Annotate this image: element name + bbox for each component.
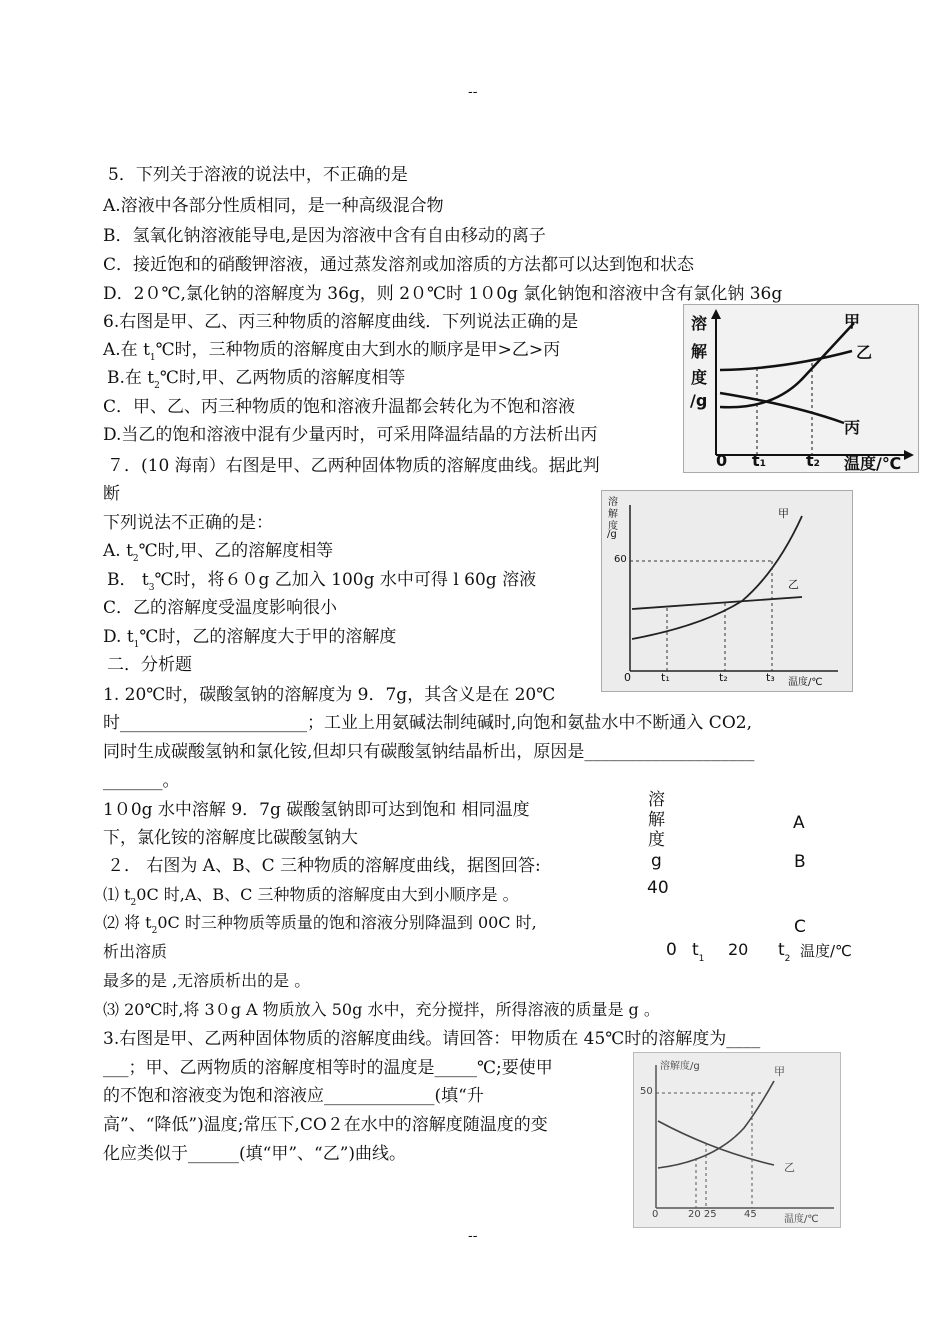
- q7-ylabel-1: 溶: [608, 497, 618, 508]
- q7-ylabel-2: 解: [608, 509, 618, 520]
- q6-x-t1: [752, 451, 766, 470]
- a2-p1-post: 0C 时,A、B、C 三种物质的溶解度由大到小顺序是 。: [136, 885, 519, 904]
- a2-x-t1-t: t: [692, 940, 699, 960]
- q7-y60-label: 60: [614, 554, 627, 565]
- a3-curve-jia: [658, 1081, 774, 1168]
- q6-a-sub: 1: [149, 353, 156, 363]
- q6-ylabel-2: 解: [691, 342, 708, 361]
- q7-stem-2: 断: [103, 484, 120, 504]
- q7-x-t3: t₃: [766, 671, 775, 684]
- q6-ylabel-3: 度: [691, 368, 708, 387]
- a2-curve-c-label: C: [794, 917, 806, 937]
- q6-b-pre: B.在 t: [107, 368, 155, 388]
- a2-part-2-line-3: 最多的是 ,无溶质析出的是 。: [103, 971, 311, 990]
- q7-option-a: [103, 541, 333, 564]
- q5-option-c: C．接近饱和的硝酸钾溶液，通过蒸发溶剂或加溶质的方法都可以达到饱和状态: [103, 255, 695, 275]
- a2-x-label: 温度/℃: [800, 942, 852, 960]
- a3-x-45: 45: [744, 1209, 757, 1220]
- q7-b-post: ℃时，将６０g 乙加入 100g 水中可得 l 60g 溶液: [154, 570, 537, 590]
- a2-solubility-figure: [640, 785, 870, 970]
- a2-curve-a-label: A: [793, 813, 805, 833]
- a3-ylabel: 溶解度/g: [660, 1061, 700, 1072]
- a3-x-2025: 20 25: [688, 1209, 717, 1220]
- q7-x-origin: 0: [624, 671, 631, 684]
- a2-x-t1: [692, 940, 705, 964]
- a3-solubility-figure: [633, 1052, 841, 1228]
- a1-line-4: _______。: [103, 771, 180, 791]
- a2-ylabel-3: 度: [648, 830, 665, 850]
- q7-option-d: [103, 627, 396, 650]
- q6-x-t2-t: t: [806, 451, 814, 470]
- q5-stem: 5．下列关于溶液的说法中，不正确的是: [108, 165, 408, 185]
- a2-y40: 40: [647, 878, 669, 898]
- a1-line-2: 时______________________；工业上用氨碱法制纯碱时,向饱和氨盐水中不断通入 CO2,: [103, 713, 752, 733]
- section-2-title: 二．分析题: [107, 655, 192, 675]
- a2-x-t2-t: t: [778, 940, 785, 960]
- page-footer: --: [468, 1228, 478, 1244]
- q6-curve-jia-label: 甲: [844, 312, 861, 331]
- a2-x-20: 20: [728, 940, 749, 959]
- a2-part-3: ⑶ 20℃时,将 3０g A 物质放入 50g 水中，充分搅拌，所得溶液的质量是 g 。: [103, 1000, 660, 1019]
- q7-option-b: [107, 570, 536, 593]
- q7-x-t1: t₁: [661, 671, 670, 684]
- a3-line-2: ___；甲、乙两物质的溶解度相等时的温度是_____℃;要使甲: [103, 1058, 553, 1078]
- q6-solubility-figure: [683, 304, 919, 473]
- a3-line-3: 的不饱和溶液变为饱和溶液应_____________(填“升: [103, 1086, 484, 1106]
- a2-curve-b-label: B: [794, 852, 806, 872]
- a2-part-2-line-2: 析出溶质: [103, 942, 168, 961]
- q6-option-b: [107, 368, 405, 391]
- q6-curve-yi: [720, 351, 852, 370]
- q6-x-arrow: [904, 450, 914, 460]
- a2-p1-sub: 2: [130, 898, 137, 908]
- a2-p2-pre: ⑵ 将 t: [103, 913, 152, 932]
- q6-ylabel-4: /g: [690, 391, 708, 410]
- q6-b-sub: 2: [154, 381, 160, 391]
- a2-x-t2-sub: 2: [784, 954, 791, 964]
- a2-ylabel-g: g: [651, 851, 662, 871]
- q5-option-b: B．氢氧化钠溶液能导电,是因为溶液中含有自由移动的离子: [103, 226, 546, 246]
- q6-x-t2-sub: 2: [813, 459, 820, 469]
- q6-option-c: C．甲、乙、丙三种物质的饱和溶液升温都会转化为不饱和溶液: [103, 397, 576, 417]
- q7-option-c: C．乙的溶解度受温度影响很小: [103, 598, 338, 618]
- q6-stem: 6.右图是甲、乙、丙三种物质的溶解度曲线．下列说法正确的是: [103, 312, 579, 332]
- q6-option-d: D.当乙的饱和溶液中混有少量丙时，可采用降温结晶的方法析出丙: [103, 425, 598, 445]
- a1-answer-2: 下，氯化铵的溶解度比碳酸氢钠大: [103, 828, 358, 848]
- q7-ylabel-4: /g: [607, 529, 617, 540]
- a2-x-t1-sub: 1: [698, 954, 705, 964]
- q7-a-pre: A. t: [103, 541, 133, 561]
- q7-stem-3: 下列说法不正确的是：: [103, 513, 273, 533]
- q7-x-t2: t₂: [719, 671, 728, 684]
- q7-curve-yi-label: 乙: [788, 578, 799, 591]
- q6-option-a: [103, 340, 560, 363]
- q7-stem-1: ７．(10 海南）右图是甲、乙两种固体物质的溶解度曲线。据此判: [107, 456, 600, 476]
- q6-ylabel-1: 溶: [691, 314, 708, 333]
- a2-part-2: [103, 913, 537, 936]
- a3-curve-yi: [658, 1121, 774, 1165]
- q7-ylabel-3: 度: [608, 521, 618, 532]
- a3-line-5: 化应类似于______(填“甲”、“乙”)曲线。: [103, 1144, 407, 1164]
- a2-ylabel-2: 解: [648, 810, 665, 830]
- q6-a-pre: A.在 t: [103, 340, 150, 360]
- a3-x-label: 温度/℃: [784, 1214, 819, 1225]
- a3-line-1: 3.右图是甲、乙两种固体物质的溶解度曲线。请回答：甲物质在 45℃时的溶解度为____: [103, 1029, 761, 1049]
- a3-y50-label: 50: [640, 1086, 653, 1097]
- a1-answer-1: 1０0g 水中溶解 9．7g 碳酸氢钠即可达到饱和 相同温度: [103, 800, 530, 820]
- a2-p1-pre: ⑴ t: [103, 885, 131, 904]
- q7-curve-yi: [632, 597, 802, 609]
- a2-part-1: [103, 885, 519, 908]
- q7-a-post: ℃时,甲、乙的溶解度相等: [138, 541, 334, 561]
- a2-p2-post: 0C 时三种物质等质量的饱和溶液分别降温到 00C 时,: [157, 913, 537, 932]
- q7-curve-jia-label: 甲: [778, 507, 789, 520]
- a3-curve-yi-label: 乙: [784, 1161, 795, 1174]
- q7-curve-jia: [632, 516, 802, 639]
- a3-curve-jia-label: 甲: [774, 1065, 785, 1078]
- a2-x-t2: [778, 940, 791, 964]
- a3-line-4: 高”、“降低”)温度;常压下,CO２在水中的溶解度随温度的变: [103, 1115, 548, 1135]
- q7-d-pre: D. t: [103, 627, 134, 647]
- q7-b-pre: B． t: [107, 570, 149, 590]
- q7-d-post: ℃时，乙的溶解度大于甲的溶解度: [139, 627, 397, 647]
- q7-solubility-figure: [601, 490, 853, 692]
- a2-ylabel-1: 溶: [648, 790, 665, 810]
- q6-curve-bing-label: 丙: [844, 418, 861, 437]
- a2-stem: ２． 右图为 A、B、C 三种物质的溶解度曲线，据图回答:: [107, 856, 541, 876]
- q6-x-t1-t: t: [752, 451, 760, 470]
- a1-line-3: 同时生成碳酸氢钠和氯化铵,但却只有碳酸氢钠结晶析出，原因是____________________: [103, 742, 755, 762]
- q6-y-arrow: [711, 309, 721, 319]
- q7-d-sub: 1: [133, 640, 140, 650]
- q6-x-t2: [806, 451, 820, 470]
- q7-b-sub: 3: [148, 583, 155, 593]
- q6-x-t1-sub: 1: [759, 459, 766, 469]
- q6-b-post: ℃时,甲、乙两物质的溶解度相等: [159, 368, 406, 388]
- q5-option-a: A.溶液中各部分性质相同，是一种高级混合物: [103, 196, 444, 216]
- q6-x-label: 温度/℃: [844, 454, 902, 473]
- page-header: --: [468, 84, 478, 100]
- q6-a-post: ℃时，三种物质的溶解度由大到水的顺序是甲>乙>丙: [155, 340, 561, 360]
- q6-x-origin: 0: [716, 451, 728, 470]
- q7-a-sub: 2: [132, 554, 139, 564]
- a2-p2-sub: 2: [151, 926, 158, 936]
- q5-option-d: D．2０℃,氯化钠的溶解度为 36g，则 2０℃时 1０0g 氯化钠饱和溶液中含有氯化钠 36g: [103, 284, 783, 304]
- a1-line-1: 1. 20℃时，碳酸氢钠的溶解度为 9．7g，其含义是在 20℃: [103, 685, 556, 705]
- a3-x-origin: 0: [652, 1209, 659, 1220]
- q7-x-label: 温度/℃: [788, 677, 823, 688]
- q6-curve-yi-label: 乙: [856, 343, 873, 362]
- a2-x-origin: 0: [666, 940, 677, 960]
